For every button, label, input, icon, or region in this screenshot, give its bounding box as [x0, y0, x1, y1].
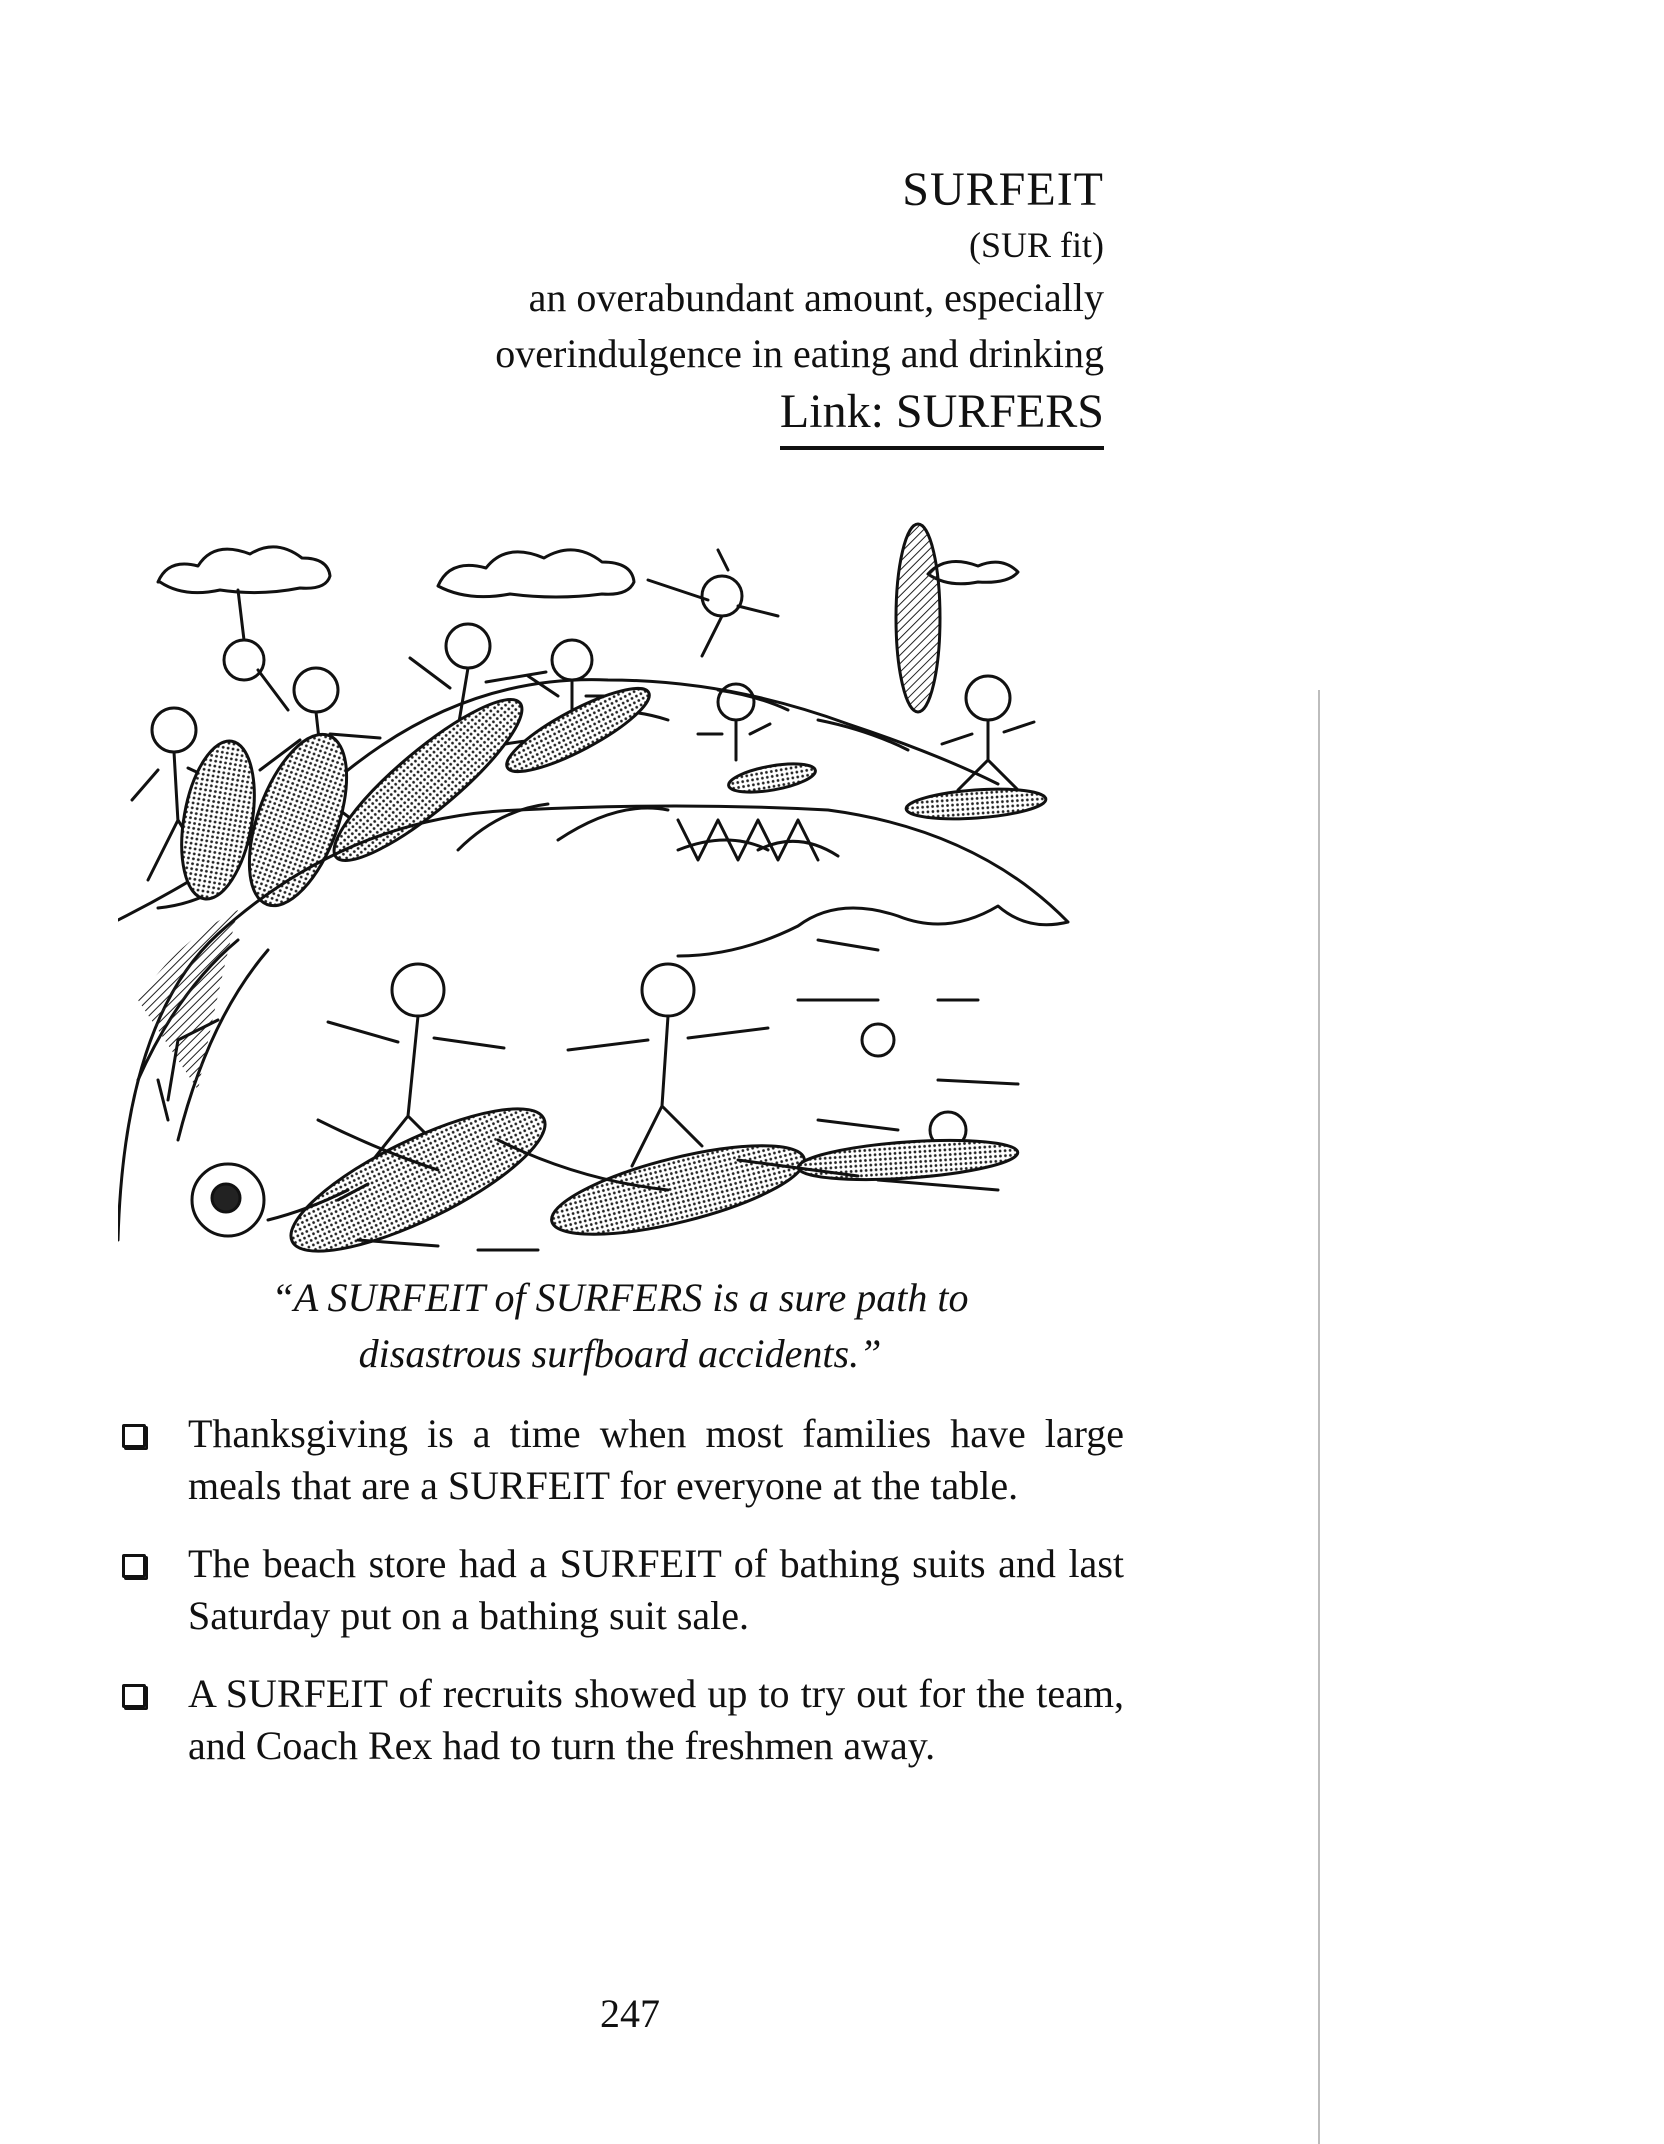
- page-edge-shadow: [1318, 690, 1320, 2144]
- entry-word: SURFEIT: [902, 163, 1104, 216]
- list-item: [112, 1538, 1124, 1642]
- caption-line-2: disastrous surfboard accidents.”: [358, 1331, 882, 1376]
- page-number: 247: [600, 1991, 660, 2036]
- entry-definition-line-1: an overabundant amount, especially: [528, 275, 1104, 320]
- example-list: [112, 1408, 1124, 1798]
- example-text: Thanksgiving is a time when most families have large meals that are a SURFEIT for everyone at the table.: [188, 1411, 1124, 1508]
- caption-line-1: “A SURFEIT of SURFERS is a sure path to: [271, 1275, 969, 1320]
- cloud-2: [438, 550, 634, 597]
- upper-surfers: [132, 524, 1047, 918]
- entry-header: [495, 160, 1104, 450]
- example-text: The beach store had a SURFEIT of bathing suits and last Saturday put on a bathing suit sale.: [188, 1541, 1124, 1638]
- checkbox-icon: [122, 1424, 146, 1448]
- list-item: [112, 1408, 1124, 1512]
- checkbox-icon: [122, 1554, 146, 1578]
- list-item: [112, 1668, 1124, 1772]
- surfers-cartoon-icon: [118, 520, 1114, 1260]
- illustration-caption: [150, 1270, 1090, 1382]
- lower-surfers: [158, 940, 1019, 1260]
- entry-pronunciation: (SUR fit): [969, 225, 1104, 265]
- checkbox-icon: [122, 1684, 146, 1708]
- cloud-1: [158, 547, 330, 593]
- cloud-3: [928, 562, 1018, 584]
- entry-link: Link: SURFERS: [780, 382, 1104, 450]
- example-text: A SURFEIT of recruits showed up to try out for the team, and Coach Rex had to turn the freshmen away.: [188, 1671, 1124, 1768]
- entry-definition-line-2: overindulgence in eating and drinking: [495, 331, 1104, 376]
